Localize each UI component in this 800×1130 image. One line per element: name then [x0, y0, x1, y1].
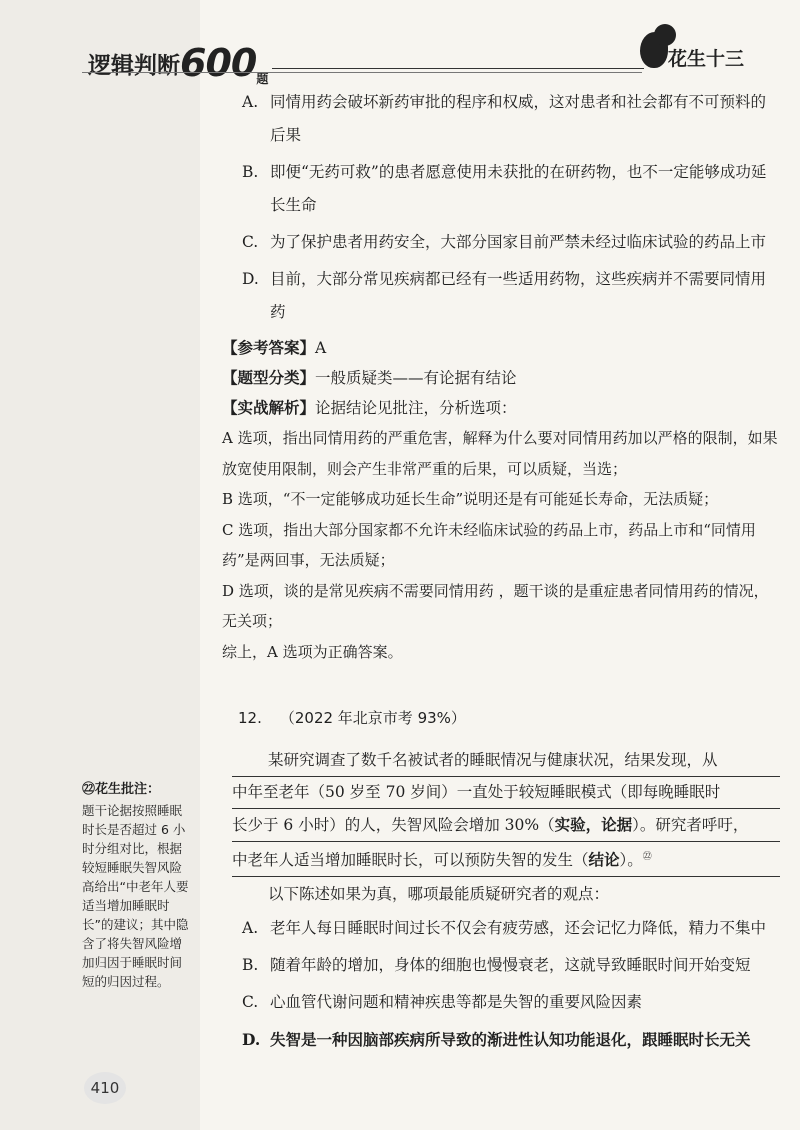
option-letter: D. [242, 1030, 261, 1050]
note-reference: ㉒ [642, 852, 652, 862]
analysis-conclusion: 综上，A 选项为正确答案。 [222, 642, 403, 661]
side-note [82, 780, 192, 991]
option-c [232, 226, 780, 259]
side-note-body: 题干论据按照睡眠时长是否超过 6 小时分组对比，根据较短睡眠失智风险高给出“中老年人要适当增加睡眠时长”的建议；其中隐含了将失智风险增加归因于睡眠时间短的归因过程。 [82, 803, 189, 989]
conclusion-tag: 结论 [588, 850, 620, 870]
question-stem [232, 745, 780, 877]
option-text: 老年人每日睡眠时间过长不仅会有疲劳感，还会记忆力降低，精力不集中 [270, 919, 767, 938]
option-letter: B. [242, 163, 259, 181]
option-a [232, 86, 780, 152]
question-type [222, 363, 780, 393]
option-c [232, 986, 780, 1019]
header-rule-thin [82, 72, 642, 73]
stem-text: ）。 [619, 851, 643, 870]
page-header [0, 0, 800, 90]
option-text: 为了保护患者用药安全，大部分国家目前严禁未经过临床试验的药品上市 [270, 233, 767, 251]
stem-text: ）。研究者呼吁， [632, 816, 749, 834]
book-title-number: 600 [180, 41, 257, 85]
question-options [232, 912, 780, 1056]
option-letter: B. [242, 956, 259, 975]
stem-text: 中老年人适当增加睡眠时长，可以预防失智的发生（ [232, 851, 589, 870]
stem-line-3 [232, 809, 780, 842]
answer-value: A [315, 339, 327, 357]
analysis-line-d: D 选项，谈的是常见疾病不需要同情用药 ，题干谈的是重症患者同情用药的情况，无关项； [222, 581, 769, 630]
question-source: （2022 年北京市考 93%） [279, 709, 466, 727]
option-text: 失智是一种因脑部疾病所导致的渐进性认知功能退化，跟睡眠时长无关 [270, 1030, 751, 1050]
analysis-line-a: A 选项，指出同情用药的严重危害，解释为什么要对同情用药加以严格的限制，如果放宽使用限制，则会产生非常严重的后果，可以质疑，当选； [222, 429, 778, 478]
stem-text: 长少于 6 小时）的人，失智风险会增加 30%（ [232, 816, 555, 834]
page-number: 410 [84, 1072, 126, 1104]
option-d [232, 1023, 780, 1056]
analysis-label: 【实战解析】 [222, 398, 316, 417]
option-letter: C. [242, 993, 259, 1012]
option-text: 即便“无药可救”的患者愿意使用未获批的在研药物，也不一定能够成功延长生命 [270, 163, 767, 214]
option-text: 目前，大部分常见疾病都已经有一些适用药物，这些疾病并不需要同情用药 [270, 270, 767, 321]
main-content [222, 86, 780, 1060]
option-letter: D. [242, 270, 259, 288]
book-title [88, 38, 269, 86]
analysis-line-c: C 选项，指出大部分国家都不允许未经临床试验的药品上市，药品上市和“同情用药”是两回事，无法质疑； [222, 520, 756, 569]
prev-question-options [232, 86, 780, 329]
question-number: 12. [238, 709, 262, 727]
option-letter: A. [242, 93, 259, 111]
option-d [232, 263, 780, 329]
analysis-intro: 论据结论见批注，分析选项： [315, 399, 517, 417]
header-rule [272, 68, 644, 69]
type-label: 【题型分类】 [222, 368, 316, 387]
option-letter: A. [242, 919, 259, 938]
answer-section [222, 333, 780, 667]
reference-answer [222, 333, 780, 363]
answer-label: 【参考答案】 [222, 338, 316, 357]
option-b [232, 949, 780, 982]
evidence-tag: 实验，论据 [554, 815, 633, 834]
option-text: 心血管代谢问题和精神疾患等都是失智的重要风险因素 [270, 993, 643, 1012]
type-value: 一般质疑类——有论据有结论 [315, 369, 517, 387]
book-title-prefix: 逻辑判断 [88, 53, 180, 79]
option-a [232, 912, 780, 945]
analysis-text [222, 423, 780, 667]
option-text: 同情用药会破坏新药审批的程序和权威，这对患者和社会都有不可预料的后果 [270, 93, 767, 144]
side-note-title: ㉒花生批注： [82, 782, 161, 797]
stem-line-4 [232, 842, 780, 877]
analysis-heading [222, 393, 780, 423]
peanut-logo-icon-top [654, 24, 676, 46]
option-letter: C. [242, 233, 259, 251]
stem-line-1: 某研究调查了数千名被试者的睡眠情况与健康状况，结果发现，从 [232, 745, 780, 777]
question-header [232, 703, 780, 733]
stem-line-2: 中年至老年（50 岁至 70 岁间）一直处于较短睡眠模式（即每晚睡眠时 [232, 777, 780, 809]
question-prompt: 以下陈述如果为真，哪项最能质疑研究者的观点： [268, 885, 610, 904]
analysis-line-b: B 选项，“不一定能够成功延长生命”说明还是有可能延长寿命，无法质疑； [222, 490, 719, 508]
book-title-suffix: 题 [256, 72, 269, 86]
option-text: 随着年龄的增加，身体的细胞也慢慢衰老，这就导致睡眠时间开始变短 [270, 956, 751, 975]
brand-name: 花生十三 [668, 48, 745, 70]
option-b [232, 156, 780, 222]
